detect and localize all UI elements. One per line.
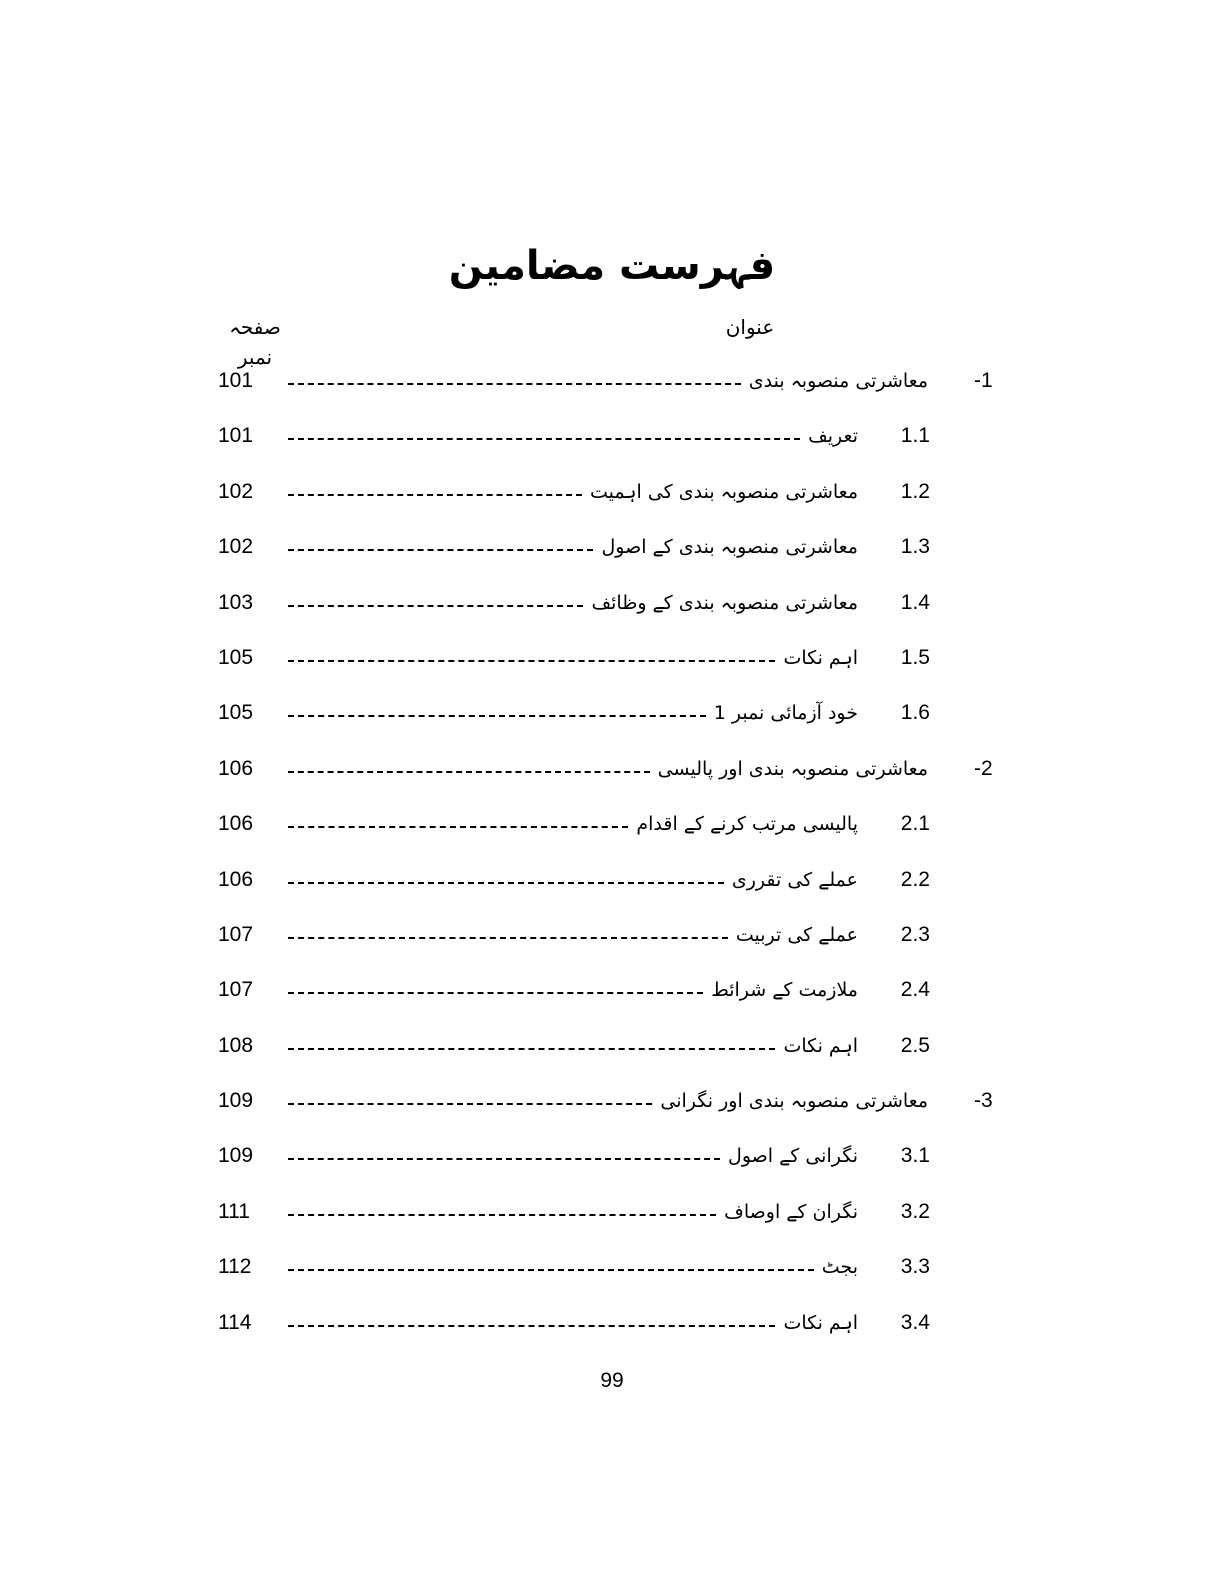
dotted-leader <box>288 771 650 773</box>
toc-page-number: 106 <box>218 756 254 780</box>
toc-page-number: 106 <box>218 867 254 891</box>
toc-row-1-2[interactable] <box>0 464 1224 519</box>
toc-entry-number: 2.2 <box>900 867 930 891</box>
toc-entry-title: معاشرتی منصوبہ بندی کے اصول <box>601 536 858 559</box>
table-of-contents <box>0 353 1224 1350</box>
toc-entry-title: نگران کے اوصاف <box>724 1200 858 1223</box>
toc-page-number: 109 <box>218 1089 254 1113</box>
toc-entry-number: -1 <box>974 369 993 392</box>
toc-entry-line <box>288 1087 928 1115</box>
dotted-leader <box>288 937 728 939</box>
toc-page-number: 114 <box>218 1310 252 1334</box>
toc-entry-line <box>288 755 928 783</box>
toc-entry-title: معاشرتی منصوبہ بندی کی اہمیت <box>590 480 858 503</box>
toc-row-2-5[interactable] <box>0 1018 1224 1073</box>
toc-entry-title: اہم نکات <box>783 646 858 669</box>
toc-row-1-5[interactable] <box>0 630 1224 685</box>
dotted-leader <box>288 1103 652 1105</box>
toc-entry-line <box>288 367 928 395</box>
toc-row-3-3[interactable] <box>0 1239 1224 1294</box>
toc-entry-number: 2.3 <box>900 922 930 946</box>
toc-row-2-4[interactable] <box>0 962 1224 1017</box>
toc-entry-title: نگرانی کے اصول <box>728 1145 858 1168</box>
toc-entry-number: 2.1 <box>900 812 930 836</box>
dotted-leader <box>288 826 628 828</box>
toc-entry-line <box>288 866 858 894</box>
toc-row-2-1[interactable] <box>0 796 1224 851</box>
toc-entry-title: معاشرتی منصوبہ بندی اور پالیسی <box>657 757 928 780</box>
toc-entry-line <box>288 1142 858 1170</box>
toc-entry-number: 3.3 <box>900 1255 930 1279</box>
dotted-leader <box>288 1214 716 1216</box>
page-number-footer: 99 <box>600 1369 624 1392</box>
toc-entry-number: 1.1 <box>900 424 930 448</box>
toc-row-1-6[interactable] <box>0 685 1224 740</box>
toc-entry-title: تعریف <box>808 425 858 448</box>
toc-page-number: 109 <box>218 1144 254 1168</box>
toc-entry-title: اہم نکات <box>783 1311 858 1334</box>
toc-entry-number: 2.5 <box>900 1033 930 1057</box>
toc-entry-line <box>288 1253 858 1281</box>
toc-entry-title: خود آزمائی نمبر 1 <box>713 702 858 725</box>
toc-entry-title: عملے کی تربیت <box>735 923 858 946</box>
toc-page-number: 105 <box>218 701 254 725</box>
toc-page-number: 106 <box>218 812 254 836</box>
toc-entry-line <box>288 644 858 672</box>
toc-entry-title: ملازمت کے شرائط <box>711 979 858 1002</box>
toc-entry-title: عملے کی تقرری <box>731 868 858 891</box>
dotted-leader <box>288 1269 814 1271</box>
toc-entry-number: 2.4 <box>900 978 930 1002</box>
toc-row-1-4[interactable] <box>0 575 1224 630</box>
toc-row-3[interactable] <box>0 1073 1224 1128</box>
dotted-leader <box>288 660 775 662</box>
toc-entry-title: اہم نکات <box>783 1034 858 1057</box>
toc-entry-line <box>288 699 858 727</box>
column-header-page-number: صفحہ نمبر <box>229 315 281 369</box>
dotted-leader <box>288 549 593 551</box>
toc-page-number: 107 <box>218 922 254 946</box>
toc-entry-number: 1.3 <box>900 535 930 559</box>
page-title: فہرست مضامین <box>448 243 776 289</box>
dotted-leader <box>288 383 741 385</box>
toc-entry-line <box>288 921 858 949</box>
toc-page-number: 107 <box>218 978 254 1002</box>
toc-page-number: 112 <box>218 1255 252 1279</box>
toc-entry-line <box>288 533 858 561</box>
toc-entry-line <box>288 589 858 617</box>
toc-page-number: 103 <box>218 590 254 614</box>
toc-entry-line <box>288 422 858 450</box>
toc-entry-title: معاشرتی منصوبہ بندی اور نگرانی <box>660 1090 928 1113</box>
dotted-leader <box>288 882 724 884</box>
toc-entry-title: معاشرتی منصوبہ بندی کے وظائف <box>591 591 858 614</box>
toc-entry-number: 3.1 <box>900 1144 930 1168</box>
toc-page-number: 101 <box>218 424 254 448</box>
toc-row-3-2[interactable] <box>0 1184 1224 1239</box>
toc-entry-line <box>288 478 858 506</box>
toc-row-1-1[interactable] <box>0 408 1224 463</box>
column-header-topic: عنوان <box>725 315 775 339</box>
toc-row-1-3[interactable] <box>0 519 1224 574</box>
toc-entry-title: پالیسی مرتب کرنے کے اقدام <box>636 813 858 836</box>
toc-entry-title: بجٹ <box>821 1256 858 1279</box>
toc-page-number: 108 <box>218 1033 254 1057</box>
toc-entry-number: 1.5 <box>900 645 930 669</box>
dotted-leader <box>288 605 583 607</box>
dotted-leader <box>288 438 800 440</box>
toc-entry-title: معاشرتی منصوبہ بندی <box>748 370 928 392</box>
toc-page-number: 102 <box>218 479 254 503</box>
toc-entry-line <box>288 976 858 1004</box>
dotted-leader <box>288 1158 720 1160</box>
toc-entry-number: 1.6 <box>900 701 930 725</box>
toc-row-3-4[interactable] <box>0 1295 1224 1350</box>
toc-row-2[interactable] <box>0 741 1224 796</box>
toc-entry-line <box>288 1032 858 1060</box>
toc-entry-number: 1.2 <box>900 479 930 503</box>
toc-page-number: 105 <box>218 645 254 669</box>
toc-row-1[interactable] <box>0 353 1224 408</box>
toc-entry-number: 3.2 <box>900 1199 930 1223</box>
toc-page-number: 101 <box>218 369 254 392</box>
toc-entry-number: -3 <box>974 1089 993 1113</box>
toc-row-3-1[interactable] <box>0 1128 1224 1183</box>
toc-entry-line <box>288 1198 858 1226</box>
toc-page-number: 111 <box>218 1199 250 1223</box>
toc-entry-number: 3.4 <box>900 1310 930 1334</box>
toc-entry-number: -2 <box>974 756 993 780</box>
dotted-leader <box>288 1048 775 1050</box>
dotted-leader <box>288 494 582 496</box>
toc-row-2-3[interactable] <box>0 907 1224 962</box>
toc-page-number: 102 <box>218 535 254 559</box>
toc-entry-number: 1.4 <box>900 590 930 614</box>
dotted-leader <box>288 715 706 717</box>
toc-entry-line <box>288 810 858 838</box>
toc-row-2-2[interactable] <box>0 852 1224 907</box>
dotted-leader <box>288 992 703 994</box>
dotted-leader <box>288 1325 775 1327</box>
toc-entry-line <box>288 1309 858 1337</box>
